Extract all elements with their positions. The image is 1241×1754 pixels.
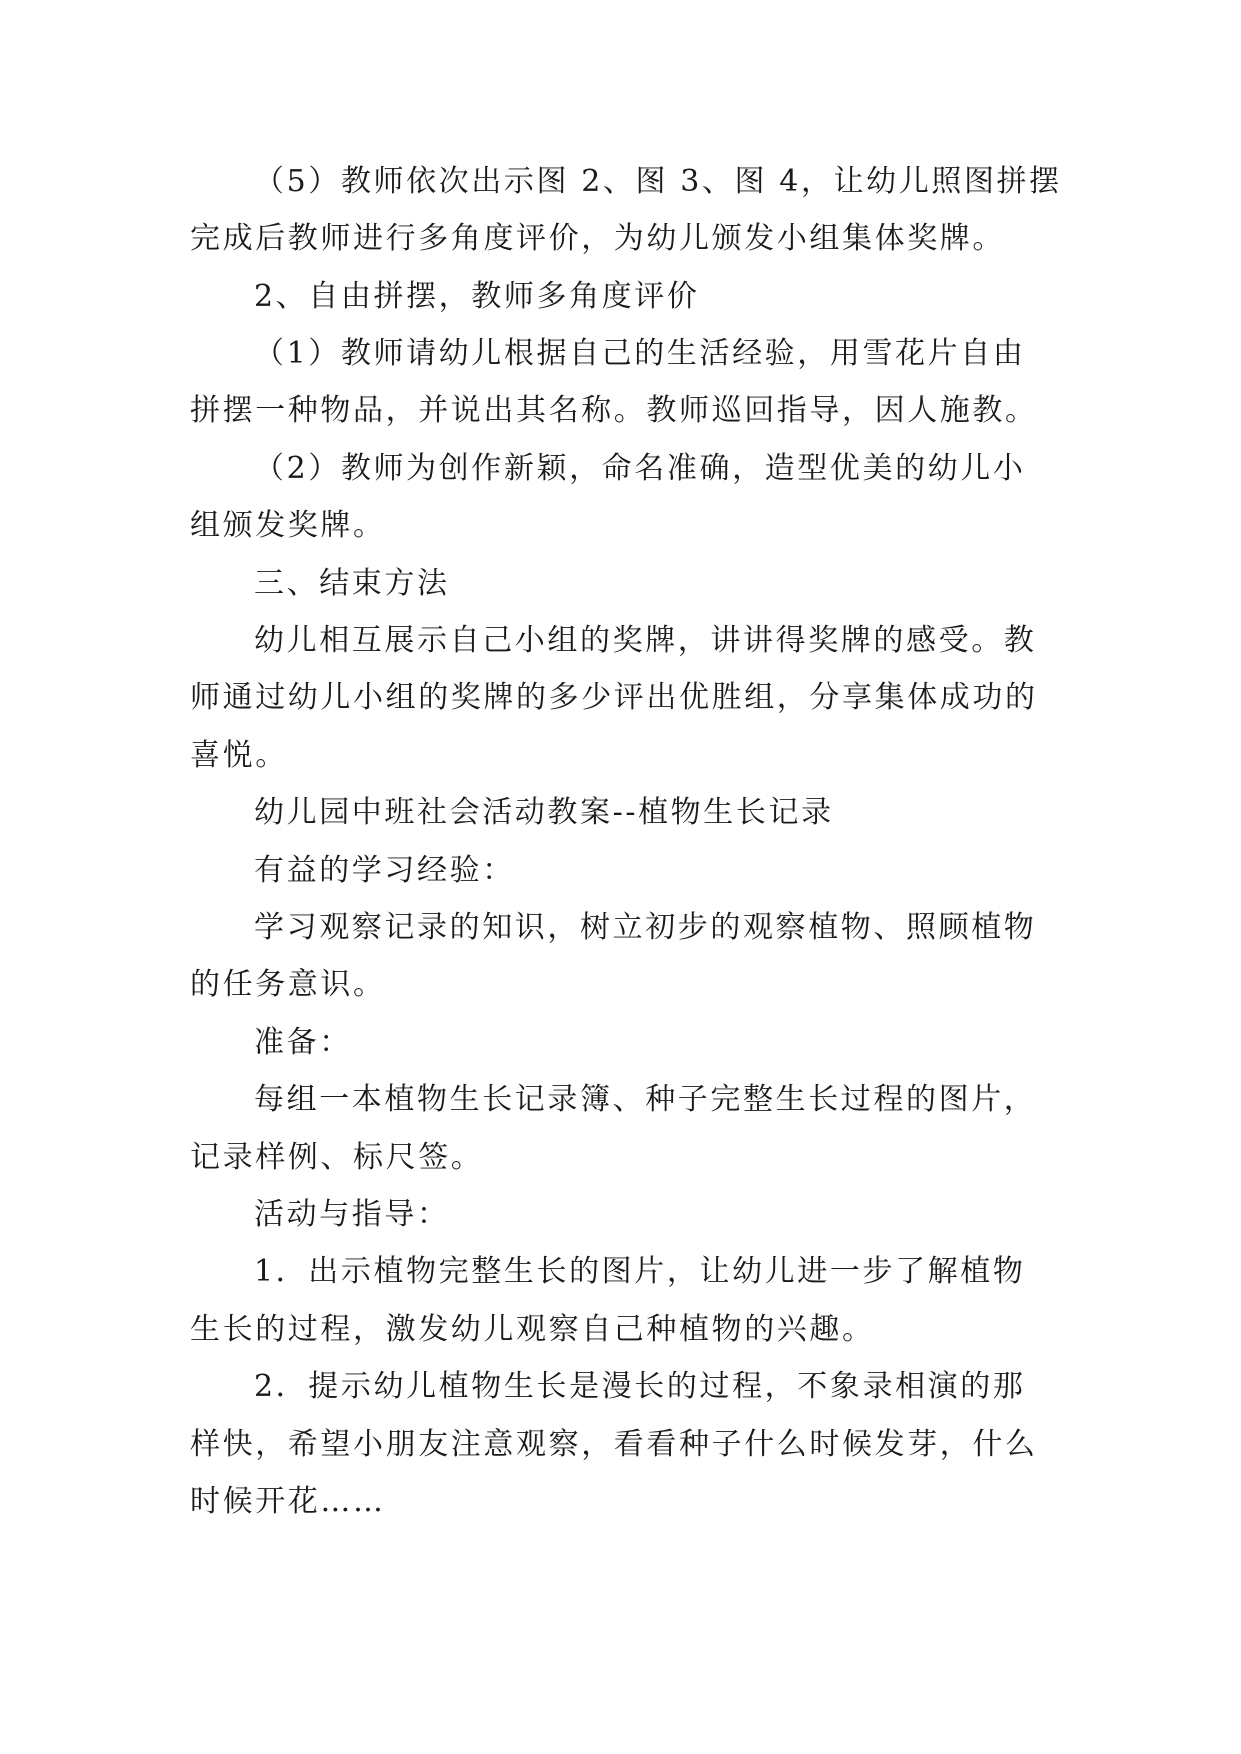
document-title: 幼儿园中班社会活动教案--植物生长记录 (254, 795, 834, 830)
paragraph-line: 生长的过程，激发幼儿观察自己种植物的兴趣。 (190, 1312, 875, 1347)
paragraph-line: 的任务意识。 (190, 967, 386, 1002)
paragraph-line: 学习观察记录的知识，树立初步的观察植物、照顾植物 (254, 910, 1037, 945)
paragraph-line: 师通过幼儿小组的奖牌的多少评出优胜组，分享集体成功的 (190, 680, 1038, 715)
paragraph-line: 喜悦。 (190, 738, 288, 773)
paragraph-line: 拼摆一种物品，并说出其名称。教师巡回指导，因人施教。 (190, 393, 1038, 428)
section-heading: 有益的学习经验： (254, 853, 515, 888)
paragraph-line: 1．出示植物完整生长的图片，让幼儿进一步了解植物 (254, 1254, 1026, 1289)
section-heading: 活动与指导： (254, 1197, 450, 1232)
paragraph-line: 组颁发奖牌。 (190, 508, 386, 543)
paragraph-line: 完成后教师进行多角度评价，为幼儿颁发小组集体奖牌。 (190, 221, 1005, 256)
paragraph-line: 样快，希望小朋友注意观察，看看种子什么时候发芽，什么 (190, 1427, 1038, 1462)
section-heading: 三、结束方法 (254, 566, 450, 601)
paragraph-line: 2．提示幼儿植物生长是漫长的过程，不象录相演的那 (254, 1369, 1026, 1404)
paragraph-line: （1）教师请幼儿根据自己的生活经验，用雪花片自由 (254, 336, 1026, 371)
paragraph-line: （2）教师为创作新颖，命名准确，造型优美的幼儿小 (254, 451, 1026, 486)
paragraph-line: 每组一本植物生长记录簿、种子完整生长过程的图片， (254, 1082, 1037, 1117)
section-heading: 准备： (254, 1025, 352, 1060)
paragraph-line: 时候开花…… (190, 1484, 386, 1519)
paragraph-line: 记录样例、标尺签。 (190, 1140, 484, 1175)
section-heading: 2、自由拼摆，教师多角度评价 (254, 279, 700, 314)
paragraph-line: （5）教师依次出示图 2、图 3、图 4，让幼儿照图拼摆 (254, 164, 1062, 199)
paragraph-line: 幼儿相互展示自己小组的奖牌，讲讲得奖牌的感受。教 (254, 623, 1037, 658)
